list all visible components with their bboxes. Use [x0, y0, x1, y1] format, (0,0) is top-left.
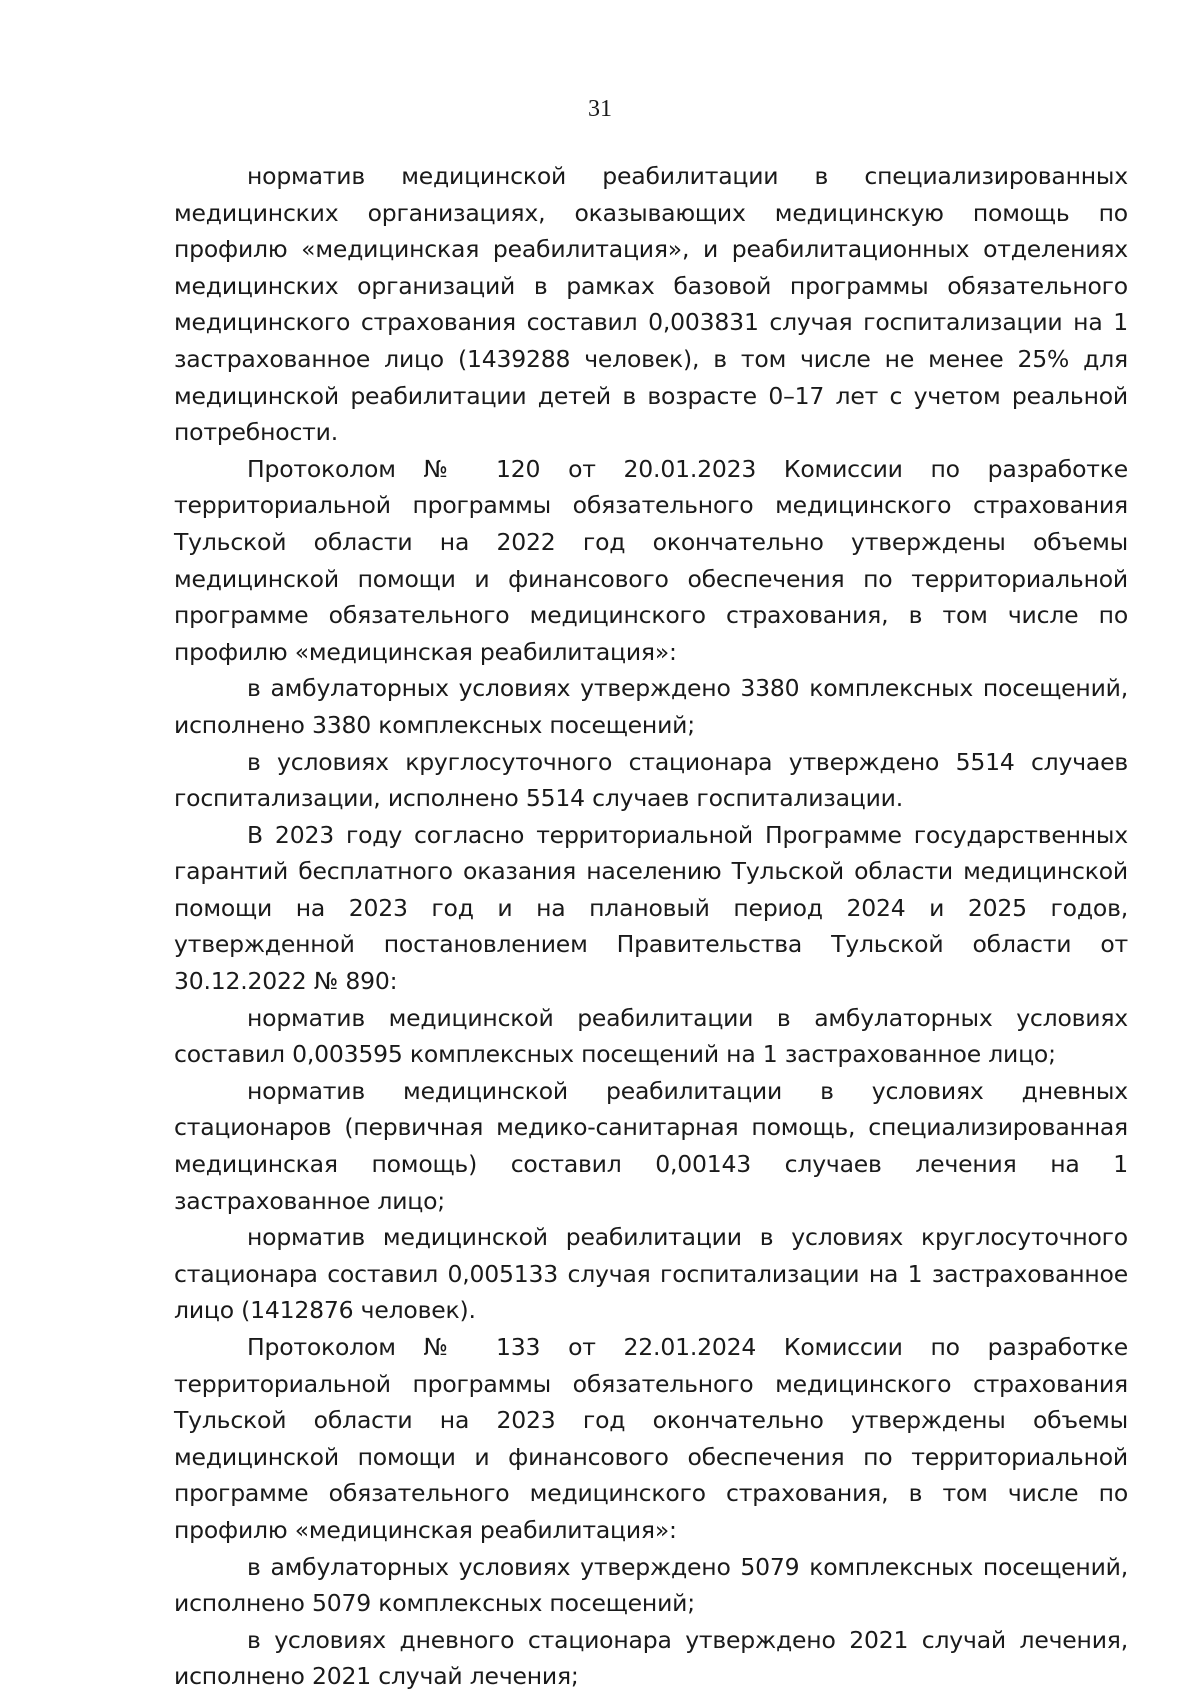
- paragraph: в амбулаторных условиях утверждено 3380 комплексных посещений, исполнено 3380 комплексных посещений;: [174, 674, 1128, 739]
- paragraph: норматив медицинской реабилитации в амбулаторных условиях составил 0,003595 комплексных посещений на 1 застрахованное лицо;: [174, 1003, 1128, 1069]
- paragraph: норматив медицинской реабилитации в условиях круглосуточного стационара составил 0,005133 случая госпитализации на 1 застрахованное лицо (1412876 человек).: [174, 1223, 1128, 1325]
- paragraph: норматив медицинской реабилитации в условиях дневных стационаров (первичная медико-санитарная помощь, специализированная медицинская помощь) составил 0,00143 случаев лечения на 1 застрахованное лицо;: [174, 1076, 1128, 1215]
- paragraph: в условиях круглосуточного стационара утверждено 5514 случаев госпитализации, исполнено 5514 случаев госпитализации.: [174, 747, 1128, 813]
- paragraph: норматив медицинской реабилитации в специализированных медицинских организациях, оказывающих медицинскую помощь по профилю «медицинская реабилитация», и реабилитационных отделениях медицинских организаций в рамках базовой программы обязательного медицинского страхования составил 0,003831 случая госпитализации на 1 застрахованное лицо (1439288 человек), в том числе не менее 25% для медицинской реабилитации детей в возрасте 0–17 лет с учетом реальной потребности.: [174, 162, 1128, 447]
- paragraph: Протоколом № 133 от 22.01.2024 Комиссии по разработке территориальной программы обязательного медицинского страхования Тульской области на 2023 год окончательно утверждены объемы медицинской помощи и финансового обеспечения по территориальной программе обязательного медицинского страхования, в том числе по профилю «медицинская реабилитация»:: [174, 1333, 1128, 1544]
- paragraph: в условиях дневного стационара утверждено 2021 случай лечения, исполнено 2021 случай лечения;: [174, 1625, 1128, 1691]
- page-number: 31: [588, 96, 612, 122]
- document-body: [174, 158, 1128, 1695]
- paragraph: в амбулаторных условиях утверждено 5079 комплексных посещений, исполнено 5079 комплексных посещений;: [174, 1552, 1128, 1618]
- paragraph: В 2023 году согласно территориальной Программе государственных гарантий бесплатного оказания населению Тульской области медицинской помощи на 2023 год и на плановый период 2024 и 2025 годов, утвержденной постановлением Правительства Тульской области от 30.12.2022 № 890:: [174, 820, 1128, 996]
- paragraph: Протоколом № 120 от 20.01.2023 Комиссии по разработке территориальной программы обязательного медицинского страхования Тульской области на 2022 год окончательно утверждены объемы медицинской помощи и финансового обеспечения по территориальной программе обязательного медицинского страхования, в том числе по профилю «медицинская реабилитация»:: [174, 454, 1128, 666]
